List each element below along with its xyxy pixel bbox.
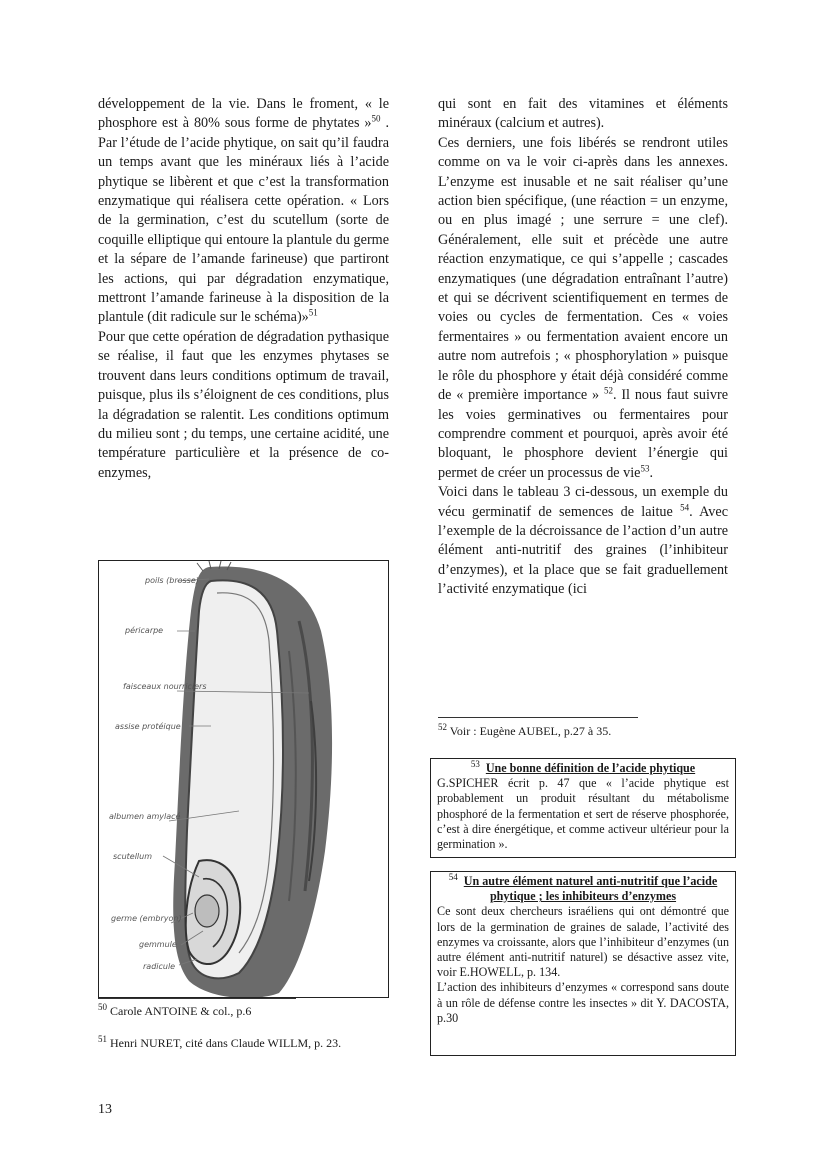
footnote-50-number: 50 (98, 1002, 107, 1012)
right-column (438, 95, 728, 600)
footnote-box-54-title-text: Un autre élément naturel anti-nutritif que l’acide phytique ; les inhibiteurs d’enzymes (463, 874, 718, 904)
footnote-ref-51: 51 (308, 307, 318, 318)
text-run: . Il nous faut suivre les voies germinatives ou fermentaires pour comprendre comment et pourquoi, après avoir été bloquant, le phosphore devient l’énergie qui permet de créer un processus de vie (438, 387, 729, 481)
figure-label-germ: germe (embryon) (111, 914, 182, 923)
footnote-box-54 (430, 871, 736, 1056)
footnote-52 (438, 724, 728, 739)
text-run: développement de la vie. Dans le froment, « le phosphore est à 80% sous forme de phytates » (98, 96, 389, 132)
footnote-ref-54: 54 (680, 501, 690, 512)
left-paragraph-1 (98, 95, 389, 328)
footnote-box-54-title: $^{54}$ Un autre élément naturel anti-nutritif que l’acide phytique ; les inhibiteurs d’enzymes (448, 871, 718, 904)
wheat-grain-drawing (99, 561, 388, 997)
footnote-box-53 (430, 758, 736, 858)
figure-label-scutellum: scutellum (113, 852, 153, 861)
footnote-ref-52: 52 (603, 385, 613, 396)
footnote-52-number: 52 (438, 722, 447, 732)
text-run: . Par l’étude de l’acide phytique, on sait qu’il faudra un temps avant que les minéraux liés à l’acide phytique se libèrent et que c’est la transformation enzymatique qui réalisera cette opération. « Lors de la germination, c’est du scutellum (sorte de coquille elliptique qui entoure la plantule du germe et la sépare de l’amande farineuse) que partiront les actions, qui par dégradation enzymatique, mettront l’amande farineuse à la disposition de la plantule (dit radicule sur le schéma)» (98, 115, 389, 326)
footnote-51 (98, 1036, 398, 1051)
right-paragraph-1 (438, 95, 728, 134)
footnote-box-54-body-2: L’action des inhibiteurs d’enzymes « correspond sans doute à un rôle de défense contre les insectes » dit Y. DACOSTA, p.30 (437, 980, 729, 1025)
page-number: 13 (98, 1102, 112, 1117)
figure-label-radicle: radicule (143, 962, 176, 971)
text-run: . (649, 464, 654, 481)
text-run: qui sont en fait des vitamines et éléments minéraux (calcium et autres). (438, 96, 728, 132)
left-paragraph-2 (98, 328, 389, 483)
figure-label-pericarp: péricarpe (125, 626, 164, 635)
footnote-51-text: Henri NURET, cité dans Claude WILLM, p. 23. (107, 1036, 342, 1050)
footnote-box-53-title-text: Une bonne définition de l’acide phytique (485, 761, 696, 775)
wheat-grain-figure (98, 560, 389, 998)
footnote-box-54-body-1: Ce sont deux chercheurs israéliens qui ont démontré que lors de la germination de graines de salade, l’activité des enzymes va croissante, alors que l’inhibiteur d’enzymes (un autre élément anti-nutritif naturel) se désactive assez vite, voir E.HOWELL, p. 134. (437, 904, 729, 980)
left-footnote-rule (98, 998, 296, 999)
text-run: Pour que cette opération de dégradation pythasique se réalise, il faut que les enzymes phytases se trouvent dans leurs conditions optimum de travail, puisque, plus ils s’éloignent de ces conditions, plus la dégradation se ralentit. Les conditions optimum du milieu sont ; du temps, une certaine acidité, une température particulière et la présence de co-enzymes, (98, 328, 389, 481)
right-paragraph-3 (438, 483, 728, 599)
text-run: Ces derniers, une fois libérés se rendront utiles comme on va le voir ci-après dans les annexes. L’enzyme est inusable et ne sait réaliser qu’une action bien spécifique, (une réaction = un enzyme, ou en plus imagé ; une serrure = une clef). Généralement, elle suit et précède une autre réaction enzymatique, ce qui s’appelle ; cascades enzymatiques (une dégradation entraînant l’autre) et qui se décrivent scientifiquement en termes de voies ou cycles de fermentation. Ces « voies fermentaires » ou fermentation avaient encore un autre nom autrefois ; « phosphorylation » puisque le rôle du phosphore y était déjà considéré comme de « première importance » (438, 134, 728, 404)
figure-label-gemmule: gemmule (139, 940, 177, 949)
footnote-box-53-body: G.SPICHER écrit p. 47 que « l’acide phytique est probablement un produit résultant du métabolisme phosphoré de la fermentation et sert de réserve phosphorée, c’est à dire énergétique, et comme activeur ultérieur pour la germination ». (437, 776, 729, 852)
right-footnote-rule (438, 717, 638, 718)
figure-label-aleurone: assise protéique (115, 722, 181, 731)
footnote-50-text: Carole ANTOINE & col., p.6 (107, 1004, 252, 1018)
figure-label-bundles: faisceaux nourriciers (123, 682, 207, 691)
footnote-box-53-title: $^{53}$ Une bonne définition de l’acide phytique (470, 758, 696, 775)
footnote-ref-53: 53 (640, 462, 650, 473)
figure-label-endosperm: albumen amylacé (109, 812, 181, 821)
footnote-ref-50: 50 (371, 113, 381, 124)
left-column (98, 95, 389, 483)
text-run: . Avec l’exemple de la décroissance de l’action d’un autre élément anti-nutritif des graines (l’inhibiteur d’enzymes), et la place que se fait graduellement l’activité enzymatique (ici (438, 503, 728, 598)
footnote-52-text: Voir : Eugène AUBEL, p.27 à 35. (447, 724, 612, 738)
text-run: Voici dans le tableau 3 ci-dessous, un exemple du vécu germinatif de semences de laitue (438, 484, 728, 520)
right-paragraph-2 (438, 134, 728, 483)
footnote-50 (98, 1004, 388, 1019)
footnote-51-number: 51 (98, 1034, 107, 1044)
figure-label-hairs: poils (brosse) (145, 576, 199, 585)
